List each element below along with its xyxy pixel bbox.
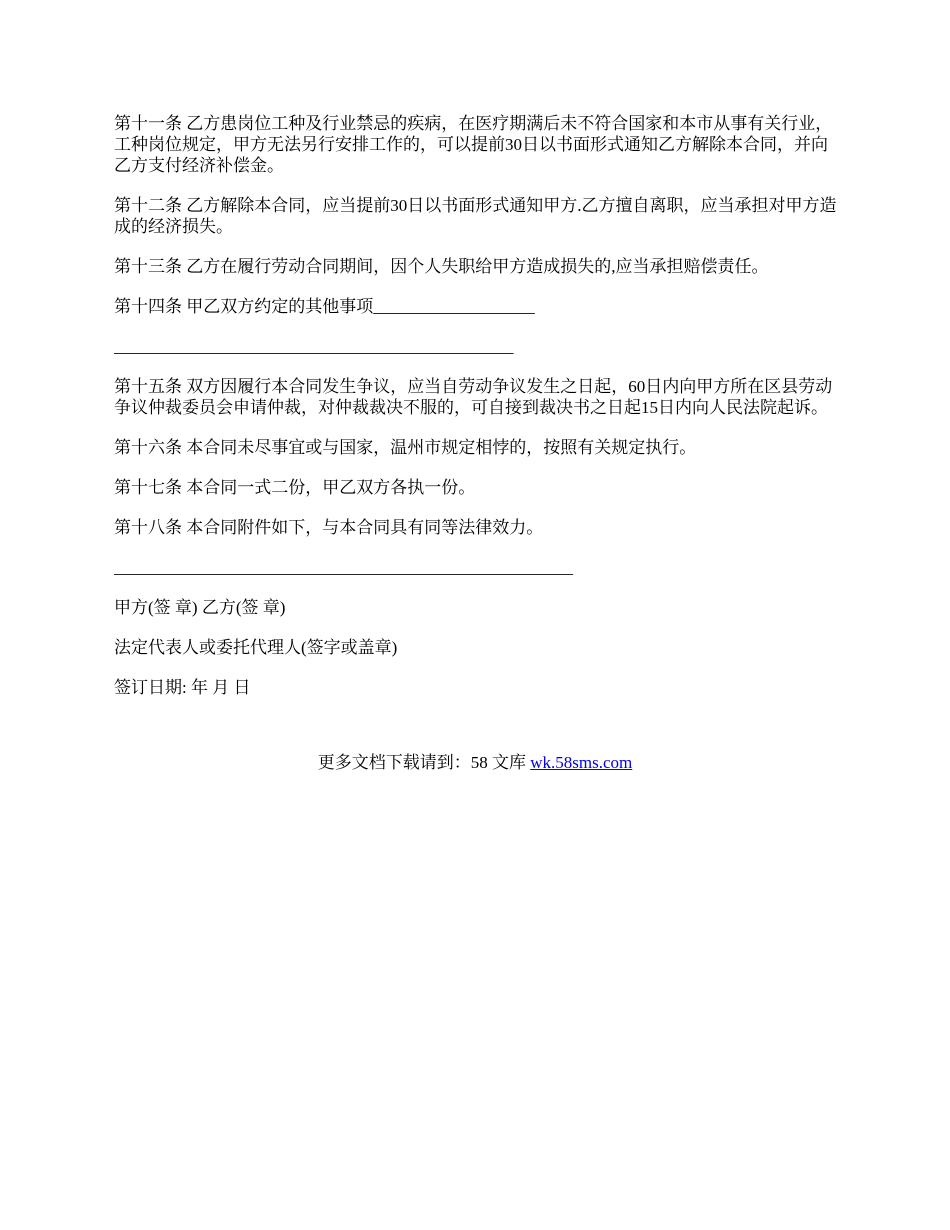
attachment-blank-line: ______________________________________________________: [114, 558, 573, 577]
document-body: [114, 113, 841, 717]
article-11: 第十一条 乙方患岗位工种及行业禁忌的疾病，在医疗期满后未不符合国家和本市从事有关行业，工种岗位规定，甲方无法另行安排工作的，可以提前30日以书面形式通知乙方解除本合同，并向乙方支付经济补偿金。: [114, 114, 833, 175]
footer-download-note: [0, 752, 950, 773]
representative-signature: 法定代表人或委托代理人(签字或盖章): [114, 638, 398, 657]
article-18: 第十八条 本合同附件如下，与本合同具有同等法律效力。: [114, 518, 544, 537]
article-16: 第十六条 本合同未尽事宜或与国家，温州市规定相悖的，按照有关规定执行。: [114, 438, 697, 457]
article-17: 第十七条 本合同一式二份，甲乙双方各执一份。: [114, 478, 476, 497]
party-signatures: 甲方(签 章) 乙方(签 章): [114, 598, 286, 617]
footer-prefix: 更多文档下载请到：58 文库: [317, 753, 531, 772]
article-13: 第十三条 乙方在履行劳动合同期间，因个人失职给甲方造成损失的,应当承担赔偿责任。: [114, 257, 769, 276]
footer-site-link[interactable]: wk.58sms.com: [530, 753, 633, 772]
article-15: 第十五条 双方因履行本合同发生争议，应当自劳动争议发生之日起，60日内向甲方所在区县劳动争议仲裁委员会申请仲裁，对仲裁裁决不服的，可自接到裁决书之日起15日内向人民法院起诉。: [114, 377, 833, 417]
article-12: 第十二条 乙方解除本合同，应当提前30日以书面形式通知甲方.乙方擅自离职，应当承担对甲方造成的经济损失。: [114, 196, 837, 236]
signing-date: 签订日期: 年 月 日: [114, 678, 251, 697]
article-14-blank-line: _______________________________________________: [114, 337, 514, 356]
article-14: 第十四条 甲乙双方约定的其他事项___________________: [114, 297, 535, 316]
